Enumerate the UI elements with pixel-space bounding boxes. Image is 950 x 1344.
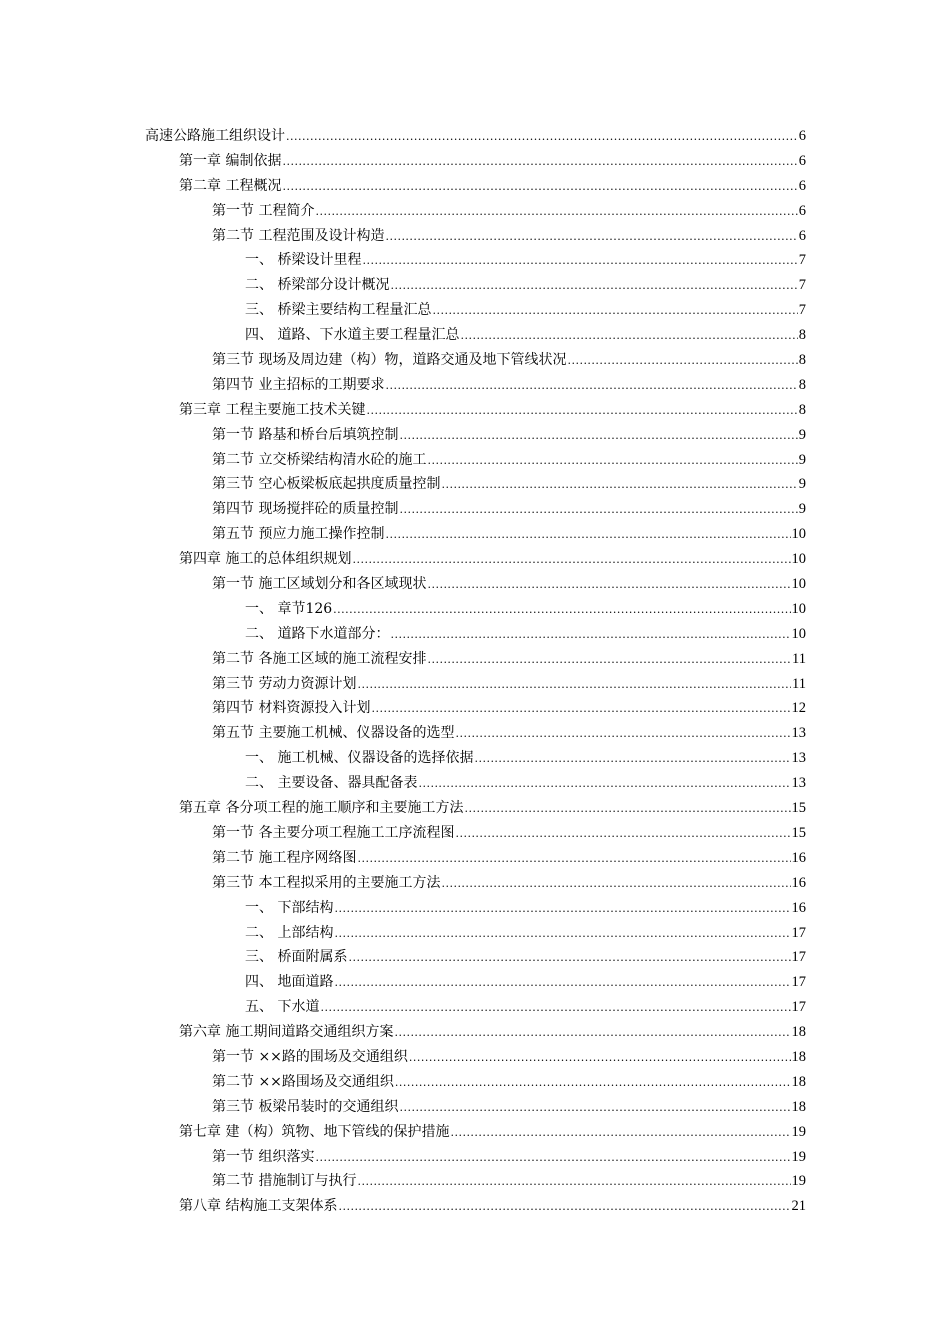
toc-entry-page-number: 10 xyxy=(791,600,806,617)
dot-leader xyxy=(455,822,790,847)
toc-entry[interactable] xyxy=(0,199,950,224)
dot-leader xyxy=(357,847,790,872)
toc-entry[interactable] xyxy=(0,945,950,970)
dot-leader xyxy=(395,1071,791,1096)
toc-entry-title: 第二节 措施制订与执行 xyxy=(212,1173,357,1190)
toc-entry[interactable] xyxy=(0,672,950,697)
dot-leader xyxy=(334,922,790,947)
toc-entry[interactable] xyxy=(0,622,950,647)
toc-entry[interactable] xyxy=(0,1095,950,1120)
toc-entry-page-number: 11 xyxy=(792,650,806,667)
toc-entry-page-number: 16 xyxy=(791,899,806,916)
toc-entry-page-number: 19 xyxy=(791,1123,806,1140)
toc-entry-title: 第四节 现场搅拌砼的质量控制 xyxy=(212,501,399,518)
dot-leader xyxy=(418,772,790,797)
toc-entry-title: 第二节 各施工区域的施工流程安排 xyxy=(212,650,427,667)
toc-entry-page-number: 8 xyxy=(798,376,806,393)
toc-entry-page-number: 13 xyxy=(791,725,806,742)
toc-entry-page-number: 15 xyxy=(791,800,806,817)
dot-leader xyxy=(286,125,798,150)
toc-entry[interactable] xyxy=(0,846,950,871)
toc-entry-title: 第三章 工程主要施工技术关键 xyxy=(179,401,366,418)
toc-entry-page-number: 19 xyxy=(791,1148,806,1165)
dot-leader xyxy=(333,598,790,623)
toc-entry-title: 第四章 施工的总体组织规划 xyxy=(179,551,352,568)
toc-entry[interactable] xyxy=(0,871,950,896)
toc-entry-title: 第二节 工程范围及设计构造 xyxy=(212,227,385,244)
dot-leader xyxy=(427,648,791,673)
toc-entry-title: 三、 桥梁主要结构工程量汇总 xyxy=(245,302,432,319)
toc-entry[interactable] xyxy=(0,597,950,622)
dot-leader xyxy=(399,498,797,523)
toc-entry-title: 二、 道路下水道部分： xyxy=(245,625,390,642)
dot-leader xyxy=(409,1046,791,1071)
dot-leader xyxy=(427,449,797,474)
toc-entry[interactable] xyxy=(0,373,950,398)
toc-entry-title: 第二章 工程概况 xyxy=(179,177,282,194)
toc-entry-title: 第三节 现场及周边建（构）物，道路交通及地下管线状况 xyxy=(212,352,567,369)
toc-entry[interactable] xyxy=(0,1169,950,1194)
dot-leader xyxy=(441,473,797,498)
toc-entry-title: 四、 地面道路 xyxy=(245,974,334,991)
toc-entry-title: 第三节 劳动力资源计划 xyxy=(212,675,357,692)
dot-leader xyxy=(362,249,797,274)
toc-entry-page-number: 12 xyxy=(791,700,806,717)
toc-entry[interactable] xyxy=(0,522,950,547)
toc-entry-page-number: 17 xyxy=(791,924,806,941)
toc-entry[interactable] xyxy=(0,248,950,273)
toc-entry[interactable] xyxy=(0,174,950,199)
toc-entry[interactable] xyxy=(0,1145,950,1170)
toc-entry[interactable] xyxy=(0,796,950,821)
toc-entry[interactable] xyxy=(0,1120,950,1145)
dot-leader xyxy=(399,1096,790,1121)
dot-leader xyxy=(348,946,790,971)
dot-leader xyxy=(474,747,790,772)
toc-entry[interactable] xyxy=(0,398,950,423)
dot-leader xyxy=(282,175,797,200)
toc-entry-title: 第八章 结构施工支架体系 xyxy=(179,1198,338,1215)
toc-entry-page-number: 6 xyxy=(798,152,806,169)
toc-entry[interactable] xyxy=(0,746,950,771)
toc-entry-page-number: 7 xyxy=(798,277,806,294)
toc-entry[interactable] xyxy=(0,821,950,846)
dot-leader xyxy=(315,200,797,225)
toc-entry-title: 第二节 立交桥梁结构清水砼的施工 xyxy=(212,451,427,468)
toc-entry-page-number: 8 xyxy=(798,401,806,418)
toc-entry-page-number: 15 xyxy=(791,824,806,841)
toc-entry[interactable] xyxy=(0,896,950,921)
toc-entry[interactable] xyxy=(0,472,950,497)
dot-leader xyxy=(455,722,790,747)
toc-entry[interactable] xyxy=(0,497,950,522)
toc-entry[interactable] xyxy=(0,647,950,672)
toc-entry-title: 第三节 本工程拟采用的主要施工方法 xyxy=(212,874,441,891)
toc-entry-title: 第六章 施工期间道路交通组织方案 xyxy=(179,1024,394,1041)
toc-entry-page-number: 16 xyxy=(791,849,806,866)
toc-entry[interactable] xyxy=(0,1020,950,1045)
toc-entry-page-number: 13 xyxy=(791,750,806,767)
toc-entry-title: 三、 桥面附属系 xyxy=(245,949,348,966)
toc-entry[interactable] xyxy=(0,1045,950,1070)
toc-entry-page-number: 6 xyxy=(798,177,806,194)
toc-entry-page-number: 6 xyxy=(798,128,806,144)
toc-entry-page-number: 9 xyxy=(798,501,806,518)
dot-leader xyxy=(385,225,797,250)
toc-entry-page-number: 11 xyxy=(792,675,806,692)
dot-leader xyxy=(464,797,790,822)
dot-leader xyxy=(366,399,797,424)
toc-entry-title: 第四节 材料资源投入计划 xyxy=(212,700,371,717)
dot-leader xyxy=(385,374,797,399)
toc-entry-page-number: 13 xyxy=(791,775,806,792)
toc-entry-title: 第一章 编制依据 xyxy=(179,152,282,169)
toc-entry[interactable] xyxy=(0,547,950,572)
toc-entry-title: 二、 主要设备、器具配备表 xyxy=(245,775,418,792)
dot-leader xyxy=(282,150,797,175)
toc-entry-page-number: 17 xyxy=(791,999,806,1016)
dot-leader xyxy=(567,349,797,374)
toc-entry-title: 一、 施工机械、仪器设备的选择依据 xyxy=(245,750,474,767)
dot-leader xyxy=(334,971,790,996)
toc-entry[interactable] xyxy=(0,273,950,298)
toc-entry[interactable] xyxy=(0,1070,950,1095)
toc-entry-page-number: 10 xyxy=(791,576,806,593)
toc-entry-title: 高速公路施工组织设计 xyxy=(145,128,285,144)
dot-leader xyxy=(390,623,790,648)
dot-leader xyxy=(371,697,790,722)
toc-entry-title: 第一节 工程简介 xyxy=(212,202,315,219)
toc-entry-title: 第五节 主要施工机械、仪器设备的选型 xyxy=(212,725,455,742)
toc-entry[interactable] xyxy=(0,348,950,373)
toc-entry-title: 一、 桥梁设计里程 xyxy=(245,252,362,269)
toc-entry-title: 第一节 ××路的围场及交通组织 xyxy=(212,1048,408,1065)
dot-leader xyxy=(334,897,790,922)
dot-leader xyxy=(450,1121,790,1146)
toc-entry-page-number: 18 xyxy=(791,1098,806,1115)
toc-entry-page-number: 7 xyxy=(798,252,806,269)
toc-entry[interactable] xyxy=(0,721,950,746)
toc-entry-title: 第三节 空心板梁板底起拱度质量控制 xyxy=(212,476,441,493)
toc-entry[interactable] xyxy=(0,696,950,721)
toc-entry[interactable] xyxy=(0,1194,950,1219)
toc-entry[interactable] xyxy=(0,224,950,249)
toc-entry[interactable] xyxy=(0,423,950,448)
toc-entry[interactable] xyxy=(0,970,950,995)
toc-entry[interactable] xyxy=(0,124,950,149)
toc-entry-title: 四、 道路、下水道主要工程量汇总 xyxy=(245,327,460,344)
toc-entry-page-number: 10 xyxy=(791,551,806,568)
dot-leader xyxy=(390,274,797,299)
dot-leader xyxy=(320,996,790,1021)
toc-entry-title: 第一节 施工区域划分和各区域现状 xyxy=(212,576,427,593)
toc-entry-title: 第五节 预应力施工操作控制 xyxy=(212,526,385,543)
toc-entry[interactable] xyxy=(0,298,950,323)
toc-entry-title: 二、 桥梁部分设计概况 xyxy=(245,277,390,294)
dot-leader xyxy=(315,1146,790,1171)
toc-entry-title: 一、 章节126 xyxy=(245,600,333,617)
dot-leader xyxy=(394,1021,790,1046)
dot-leader xyxy=(441,872,790,897)
toc-entry-title: 第一节 各主要分项工程施工工序流程图 xyxy=(212,824,455,841)
toc-entry-page-number: 21 xyxy=(791,1198,806,1215)
toc-entry-title: 二、 上部结构 xyxy=(245,924,334,941)
toc-entry-title: 第二节 施工程序网络图 xyxy=(212,849,357,866)
toc-entry[interactable] xyxy=(0,771,950,796)
toc-entry-page-number: 7 xyxy=(798,302,806,319)
dot-leader xyxy=(357,673,791,698)
toc-entry-page-number: 17 xyxy=(791,949,806,966)
toc-entry-page-number: 8 xyxy=(798,327,806,344)
dot-leader xyxy=(338,1195,790,1220)
toc-entry-page-number: 16 xyxy=(791,874,806,891)
toc-entry[interactable] xyxy=(0,995,950,1020)
dot-leader xyxy=(385,523,790,548)
toc-entry-page-number: 9 xyxy=(798,476,806,493)
toc-entry[interactable] xyxy=(0,323,950,348)
toc-entry[interactable] xyxy=(0,448,950,473)
table-of-contents xyxy=(0,124,950,1219)
toc-entry-title: 第一节 路基和桥台后填筑控制 xyxy=(212,426,399,443)
toc-entry-title: 第一节 组织落实 xyxy=(212,1148,315,1165)
toc-entry-page-number: 10 xyxy=(791,526,806,543)
dot-leader xyxy=(399,424,797,449)
toc-entry-page-number: 8 xyxy=(798,352,806,369)
dot-leader xyxy=(352,548,790,573)
dot-leader xyxy=(357,1170,790,1195)
toc-entry-title: 第三节 板梁吊装时的交通组织 xyxy=(212,1098,399,1115)
dot-leader xyxy=(460,324,797,349)
toc-entry-title: 第四节 业主招标的工期要求 xyxy=(212,376,385,393)
toc-entry-page-number: 18 xyxy=(791,1024,806,1041)
toc-entry-page-number: 18 xyxy=(791,1073,806,1090)
toc-entry-title: 第五章 各分项工程的施工顺序和主要施工方法 xyxy=(179,800,464,817)
toc-entry-title: 一、 下部结构 xyxy=(245,899,334,916)
dot-leader xyxy=(427,573,790,598)
toc-entry-page-number: 19 xyxy=(791,1173,806,1190)
toc-entry-title: 五、 下水道 xyxy=(245,999,320,1016)
dot-leader xyxy=(432,299,797,324)
toc-entry[interactable] xyxy=(0,149,950,174)
toc-entry-page-number: 10 xyxy=(791,625,806,642)
toc-entry-title: 第二节 ××路围场及交通组织 xyxy=(212,1073,394,1090)
toc-entry-page-number: 9 xyxy=(798,451,806,468)
toc-entry-page-number: 18 xyxy=(791,1048,806,1065)
toc-entry-page-number: 6 xyxy=(798,227,806,244)
toc-entry[interactable] xyxy=(0,921,950,946)
toc-entry-title: 第七章 建（构）筑物、地下管线的保护措施 xyxy=(179,1123,450,1140)
toc-entry-page-number: 17 xyxy=(791,974,806,991)
toc-entry[interactable] xyxy=(0,572,950,597)
toc-entry-page-number: 6 xyxy=(798,202,806,219)
toc-entry-page-number: 9 xyxy=(798,426,806,443)
